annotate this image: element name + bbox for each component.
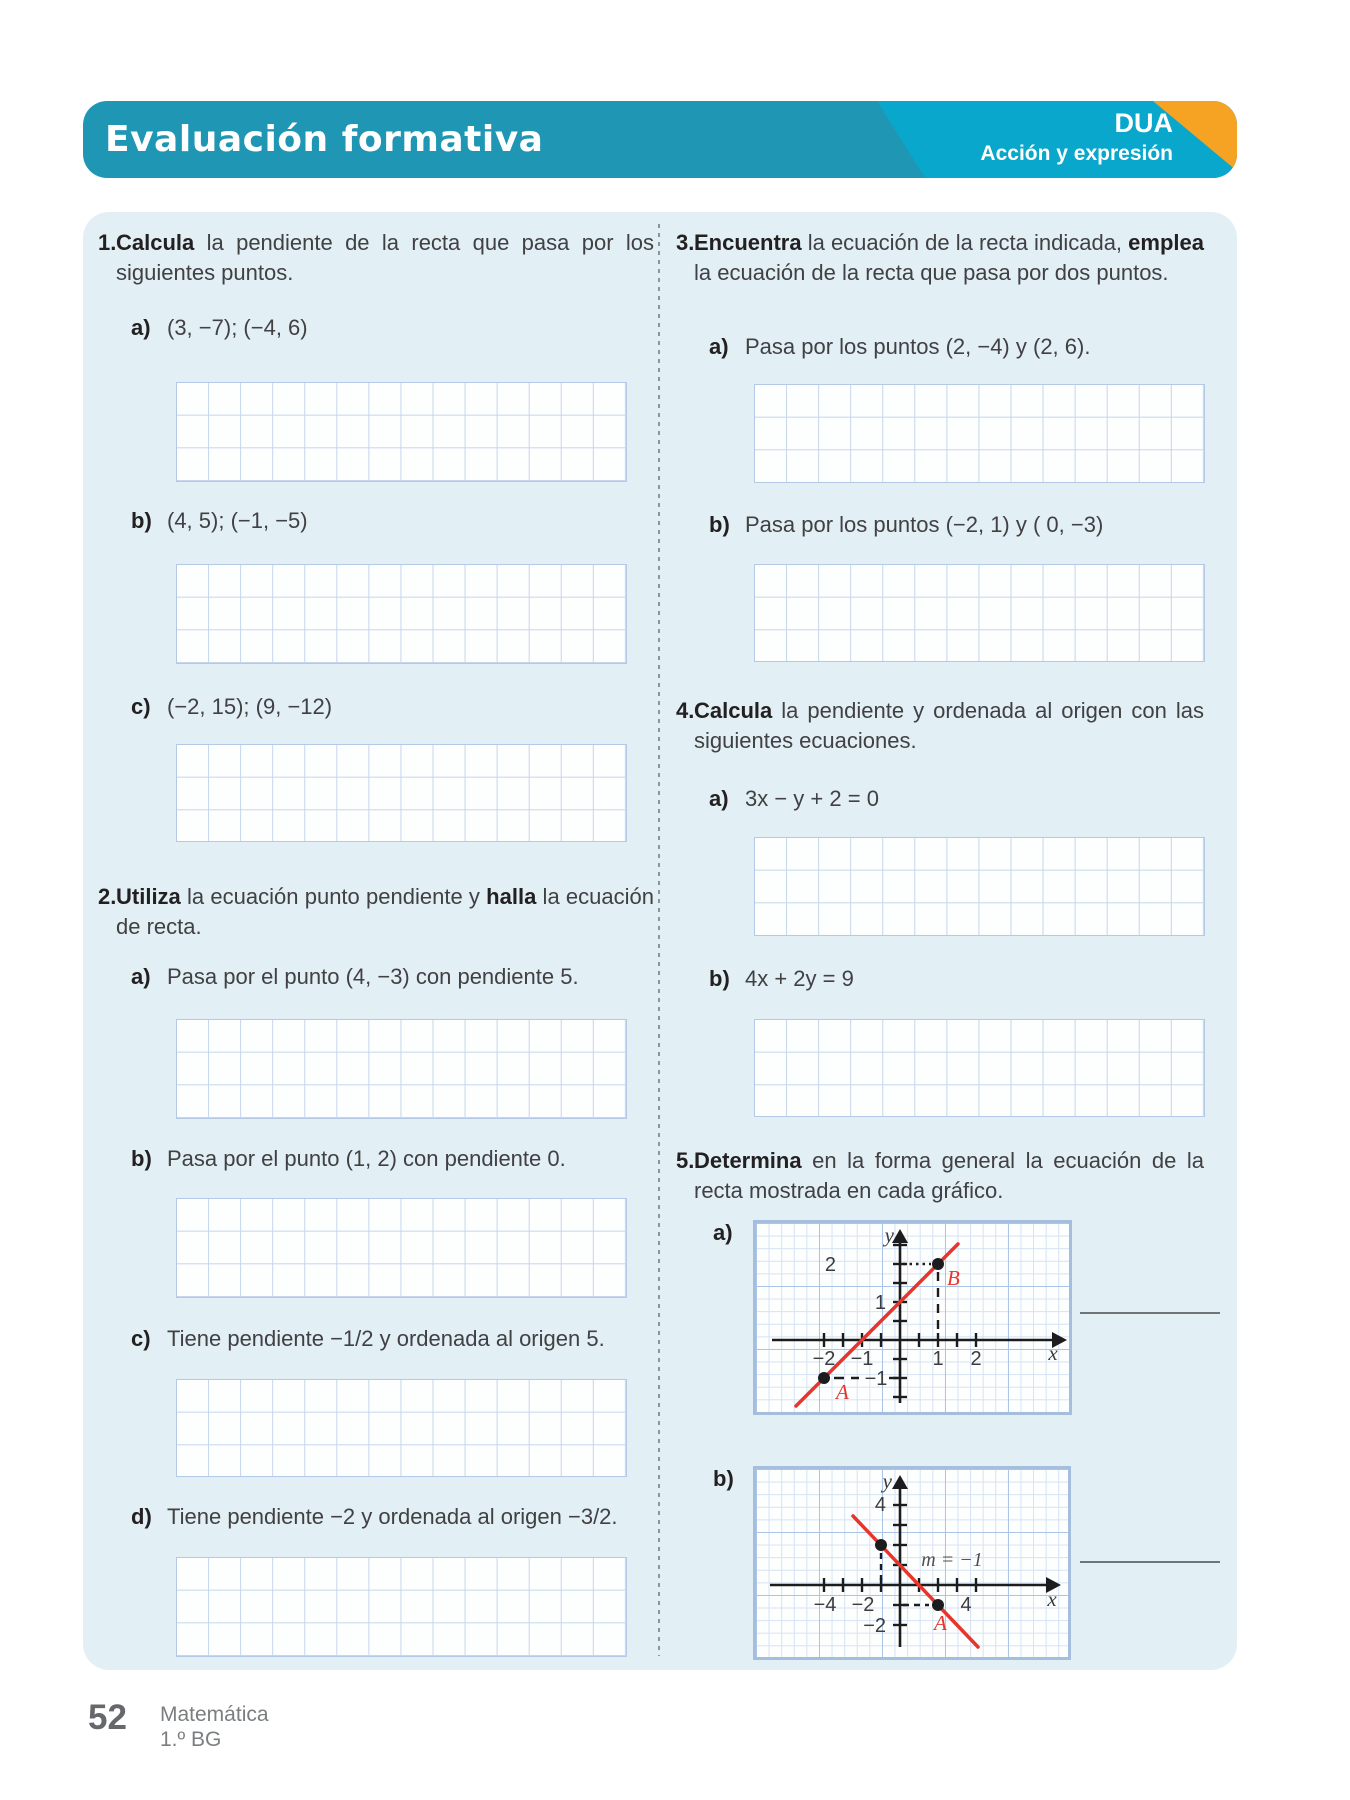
- item-text: (4, 5); (−1, −5): [167, 508, 308, 533]
- point-a-label: A: [934, 1611, 947, 1635]
- answer-grid-4a[interactable]: [754, 837, 1205, 936]
- item-text: Pasa por los puntos (2, −4) y (2, 6).: [745, 334, 1091, 359]
- answer-line-5a[interactable]: [1080, 1312, 1220, 1314]
- tick-label: 1: [874, 1292, 886, 1314]
- exercise-2-statement: [98, 882, 654, 942]
- point-a: [932, 1599, 944, 1611]
- tick-label: 2: [824, 1254, 836, 1276]
- exercise-4-item-b: [709, 966, 854, 992]
- point-a-label: A: [836, 1380, 849, 1404]
- tick-label: 4: [874, 1494, 886, 1516]
- answer-grid-1b[interactable]: [176, 564, 627, 664]
- answer-grid-1a[interactable]: [176, 382, 627, 482]
- graph-b-frame: [753, 1466, 1071, 1660]
- exercise-3-statement: [676, 228, 1204, 288]
- answer-grid-2c[interactable]: [176, 1379, 627, 1477]
- graph-a: [756, 1223, 1069, 1412]
- item-text: 4x + 2y = 9: [745, 966, 854, 991]
- item-label: b): [709, 966, 730, 991]
- answer-grid-2b[interactable]: [176, 1198, 627, 1298]
- item-label: c): [131, 694, 151, 719]
- answer-grid-2d[interactable]: [176, 1557, 627, 1657]
- item-text: (−2, 15); (9, −12): [167, 694, 333, 719]
- exercise-4-statement: [676, 696, 1204, 756]
- item-label: c): [131, 1326, 151, 1351]
- graph-b: [756, 1469, 1068, 1657]
- item-label: a): [709, 334, 729, 359]
- tick-label: −2: [851, 1594, 875, 1616]
- item-label: b): [131, 508, 152, 533]
- item-text: 3x − y + 2 = 0: [745, 786, 879, 811]
- exercise-2-item-c: [131, 1326, 605, 1352]
- footer-course: Matemática: [160, 1703, 269, 1726]
- exercise-4-item-a: [709, 786, 879, 812]
- exercise-number: 1.: [98, 230, 117, 255]
- exercise-5-statement: [676, 1146, 1204, 1206]
- statement-text: Determina en la forma general la ecuación de la recta mostrada en cada gráfico.: [694, 1148, 1204, 1203]
- footer-page-number: 52: [88, 1698, 127, 1737]
- x-axis-label: x: [1048, 1341, 1058, 1365]
- item-text: Tiene pendiente −2 y ordenada al origen −3/2.: [167, 1504, 618, 1529]
- point-a: [818, 1372, 830, 1384]
- exercise-1-item-b: [131, 508, 308, 534]
- point-b: [932, 1258, 944, 1270]
- item-text: Tiene pendiente −1/2 y ordenada al origen 5.: [167, 1326, 605, 1351]
- item-label: a): [131, 964, 151, 989]
- statement-text: Encuentra la ecuación de la recta indicada, emplea la ecuación de la recta que pasa por dos puntos.: [694, 230, 1204, 285]
- exercise-1-item-a: [131, 315, 308, 341]
- tick-label: 1: [932, 1348, 944, 1370]
- y-axis-arrow-icon: [892, 1475, 908, 1489]
- answer-grid-3a[interactable]: [754, 384, 1205, 483]
- item-label: a): [713, 1220, 733, 1245]
- answer-grid-4b[interactable]: [754, 1019, 1205, 1117]
- item-text: Pasa por el punto (1, 2) con pendiente 0.: [167, 1146, 566, 1171]
- tick-label: 4: [960, 1594, 972, 1616]
- dua-subtitle: Acción y expresión: [980, 142, 1173, 165]
- item-text: (3, −7); (−4, 6): [167, 315, 308, 340]
- exercise-2-item-b: [131, 1146, 566, 1172]
- item-text: Pasa por los puntos (−2, 1) y ( 0, −3): [745, 512, 1104, 537]
- y-axis-arrow-icon: [892, 1229, 908, 1243]
- slope-label: m = −1: [921, 1549, 983, 1571]
- x-axis-label: x: [1047, 1587, 1057, 1611]
- item-label: b): [713, 1466, 734, 1491]
- exercise-3-item-a: [709, 334, 1090, 360]
- answer-grid-2a[interactable]: [176, 1019, 627, 1119]
- exercise-number: 3.: [676, 230, 695, 255]
- exercise-2-item-d: [131, 1504, 618, 1530]
- worksheet-panel: [83, 212, 1237, 1670]
- item-label: a): [709, 786, 729, 811]
- graph-a-frame: [753, 1220, 1072, 1415]
- column-divider: [658, 224, 660, 1656]
- statement-text: Calcula la pendiente y ordenada al origen con las siguientes ecuaciones.: [694, 698, 1204, 753]
- item-label: a): [131, 315, 151, 340]
- item-label: d): [131, 1504, 152, 1529]
- tick-label: −1: [850, 1348, 874, 1370]
- y-axis-label: y: [882, 1469, 892, 1493]
- tick-label: −1: [864, 1368, 888, 1390]
- header-banner: [83, 101, 1237, 178]
- tick-label: 2: [970, 1348, 982, 1370]
- exercise-1-statement: [98, 228, 654, 288]
- tick-label: −2: [812, 1348, 836, 1370]
- exercise-number: 2.: [98, 884, 117, 909]
- dua-title: DUA: [1114, 108, 1173, 138]
- item-label: b): [131, 1146, 152, 1171]
- exercise-number: 4.: [676, 698, 695, 723]
- footer-grade: 1.º BG: [160, 1728, 222, 1751]
- tick-label: −2: [863, 1615, 886, 1637]
- point: [875, 1539, 887, 1551]
- exercise-number: 5.: [676, 1148, 695, 1173]
- y-axis-label: y: [884, 1223, 894, 1247]
- item-text: Pasa por el punto (4, −3) con pendiente 5.: [167, 964, 579, 989]
- point-b-label: B: [947, 1266, 960, 1290]
- exercise-5-item-a: [713, 1220, 749, 1246]
- exercise-5-item-b: [713, 1466, 749, 1492]
- exercise-2-item-a: [131, 964, 579, 990]
- exercise-1-item-c: [131, 694, 332, 720]
- dua-badge: [980, 110, 1173, 164]
- exercise-3-item-b: [709, 512, 1103, 538]
- statement-text: Utiliza la ecuación punto pendiente y halla la ecuación de recta.: [116, 884, 654, 939]
- tick-label: −4: [813, 1594, 837, 1616]
- footer-course-info: [160, 1702, 269, 1752]
- statement-text: Calcula la pendiente de la recta que pasa por los siguientes puntos.: [116, 230, 654, 285]
- answer-grid-3b[interactable]: [754, 564, 1205, 662]
- item-label: b): [709, 512, 730, 537]
- answer-grid-1c[interactable]: [176, 744, 627, 842]
- answer-line-5b[interactable]: [1080, 1561, 1220, 1563]
- page-title: Evaluación formativa: [105, 119, 544, 160]
